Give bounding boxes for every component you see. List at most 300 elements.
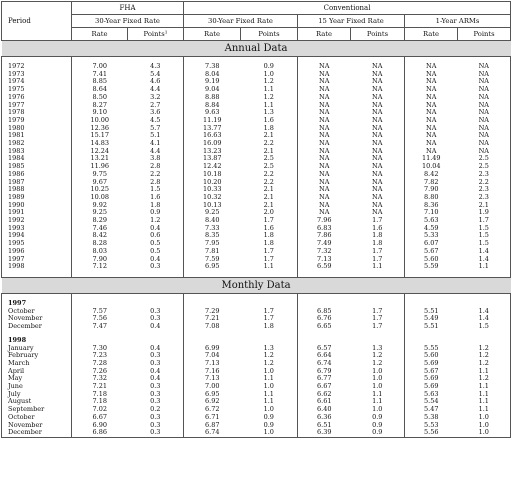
rate-cell: NA — [405, 94, 458, 102]
rate-cell: 9.25 — [72, 209, 128, 217]
table-row — [2, 429, 511, 437]
rate-cell: 5.56 — [405, 429, 458, 437]
annual-data-heading: Annual Data — [2, 41, 511, 57]
points-cell: 1.1 — [458, 398, 511, 406]
points-cell: 3.8 — [150, 154, 161, 163]
rate-cell: 6.87 — [184, 422, 241, 430]
year-label: 1998 — [2, 337, 72, 345]
points-cell: 1.1 — [458, 368, 511, 376]
rate-cell: 13.77 — [184, 125, 241, 133]
period-cell: 1991 — [2, 209, 72, 217]
rate-cell: 10.33 — [184, 186, 241, 194]
period-cell: 1984 — [2, 155, 72, 163]
points-cell: 1.7 — [263, 216, 274, 225]
rate-cell: 7.29 — [184, 308, 241, 316]
points-cell: 1.0 — [241, 429, 298, 437]
rate-cell: 6.61 — [298, 398, 351, 406]
rate-cell: 11.96 — [72, 163, 128, 171]
points-cell: 1.8 — [372, 231, 383, 240]
points-cell: 0.4 — [150, 374, 161, 383]
period-cell: 1983 — [2, 148, 72, 156]
points-cell: 1.2 — [458, 375, 511, 383]
points-cell: 1.4 — [458, 248, 511, 256]
rate-cell: 8.27 — [72, 102, 128, 110]
rate-cell: 11.19 — [184, 117, 241, 125]
rate-cell: 8.88 — [184, 94, 241, 102]
points-cell: 0.3 — [150, 314, 161, 323]
rate-cell: 5.51 — [405, 323, 458, 331]
points-cell: 1.2 — [458, 345, 511, 353]
fha-30yr-header: 30-Year Fixed Rate — [72, 15, 184, 28]
points-cell: 1.1 — [263, 85, 274, 94]
points-cell: 4.4 — [150, 85, 161, 94]
points-cell: 0.9 — [351, 429, 405, 437]
points-cell: 2.1 — [263, 131, 274, 140]
points-cell: NA — [372, 200, 383, 209]
points-cell: 2.5 — [263, 162, 274, 171]
rate-cell: 5.60 — [405, 256, 458, 264]
points-cell: 1.6 — [372, 223, 383, 232]
rate-cell: NA — [298, 78, 351, 86]
period-cell: 1974 — [2, 78, 72, 86]
rate-cell: 13.23 — [184, 148, 241, 156]
rate-cell: 6.74 — [298, 360, 351, 368]
points-cell: 1.2 — [263, 77, 274, 86]
period-cell: December — [2, 323, 72, 331]
points-cell: 0.9 — [150, 208, 161, 217]
points-cell: 2.2 — [263, 139, 274, 148]
rate-cell: NA — [405, 86, 458, 94]
rate-cell: 8.36 — [405, 202, 458, 210]
points-cell: 2.3 — [458, 186, 511, 194]
points-cell: NA — [458, 86, 511, 94]
rate-cell: 7.86 — [298, 232, 351, 240]
points-cell: NA — [372, 131, 383, 140]
period-cell: 1975 — [2, 86, 72, 94]
rate-cell: 6.86 — [72, 429, 128, 437]
rate-cell: 7.82 — [405, 179, 458, 187]
rate-cell: 7.12 — [72, 263, 128, 271]
points-cell: NA — [458, 71, 511, 79]
period-cell: 1995 — [2, 240, 72, 248]
rate-cell: 10.04 — [405, 163, 458, 171]
period-cell: 1990 — [2, 202, 72, 210]
points-cell: 1.8 — [372, 239, 383, 248]
rate-cell: 6.67 — [298, 383, 351, 391]
points-cell: 1.9 — [458, 209, 511, 217]
points-cell: 2.8 — [150, 177, 161, 186]
rate-cell: NA — [298, 102, 351, 110]
rate-cell: 6.71 — [184, 414, 241, 422]
points-cell: 5.4 — [150, 69, 161, 78]
rate-cell: 7.49 — [298, 240, 351, 248]
rate-cell: 5.51 — [405, 308, 458, 316]
rate-cell: 7.95 — [184, 240, 241, 248]
col-points-header: Points — [458, 28, 511, 41]
period-cell: 1978 — [2, 109, 72, 117]
points-cell: 4.1 — [150, 139, 161, 148]
rate-cell: 7.56 — [72, 315, 128, 323]
points-cell: 1.5 — [458, 225, 511, 233]
rate-cell: 7.18 — [72, 391, 128, 399]
points-cell: 1.5 — [458, 323, 511, 331]
points-cell: 1.0 — [372, 366, 383, 375]
points-cell: 3.2 — [150, 92, 161, 101]
period-cell: February — [2, 352, 72, 360]
rate-cell: NA — [405, 140, 458, 148]
rate-cell: NA — [298, 179, 351, 187]
rate-cell: 6.57 — [298, 345, 351, 353]
points-cell: 2.7 — [150, 100, 161, 109]
rate-cell: 5.60 — [405, 352, 458, 360]
points-cell: NA — [458, 102, 511, 110]
points-cell: 4.5 — [150, 115, 161, 124]
points-cell: 1.1 — [372, 397, 383, 406]
rate-cell: NA — [298, 171, 351, 179]
points-cell: 1.2 — [372, 351, 383, 360]
period-cell: 1972 — [2, 63, 72, 71]
rate-cell: NA — [405, 71, 458, 79]
points-cell: NA — [372, 208, 383, 217]
points-cell: 1.8 — [263, 239, 274, 248]
period-cell: January — [2, 345, 72, 353]
col-points-header: Points — [241, 28, 298, 41]
points-cell: NA — [458, 109, 511, 117]
table-row — [2, 263, 511, 271]
rate-cell: 5.63 — [405, 217, 458, 225]
rate-cell: 16.63 — [184, 132, 241, 140]
rate-cell: 5.38 — [405, 414, 458, 422]
points-cell: NA — [458, 94, 511, 102]
rate-cell: 6.85 — [298, 308, 351, 316]
rate-cell: 9.75 — [72, 171, 128, 179]
points-cell: NA — [458, 148, 511, 156]
period-cell: 1992 — [2, 217, 72, 225]
points-cell: NA — [458, 63, 511, 71]
points-cell: 1.3 — [263, 108, 274, 117]
rate-cell: NA — [405, 102, 458, 110]
period-cell: November — [2, 422, 72, 430]
points-cell: 1.7 — [372, 306, 383, 315]
points-cell: NA — [372, 92, 383, 101]
rate-cell: NA — [298, 125, 351, 133]
rate-cell: NA — [298, 132, 351, 140]
rate-cell: NA — [298, 86, 351, 94]
rate-cell: 7.08 — [184, 323, 241, 331]
rate-cell: 6.95 — [184, 263, 241, 271]
rate-cell: 8.35 — [184, 232, 241, 240]
table-row — [2, 323, 511, 331]
points-cell: 1.0 — [372, 382, 383, 391]
points-cell: NA — [372, 169, 383, 178]
rate-cell: 7.21 — [184, 315, 241, 323]
col-rate-header: Rate — [405, 28, 458, 41]
points-cell: 0.9 — [372, 420, 383, 429]
period-cell: 1988 — [2, 186, 72, 194]
points-cell: 2.0 — [263, 208, 274, 217]
rate-cell: 6.59 — [298, 263, 351, 271]
points-cell: 0.3 — [150, 389, 161, 398]
rate-cell: 5.54 — [405, 398, 458, 406]
rate-cell: 7.96 — [298, 217, 351, 225]
points-cell: 0.3 — [150, 412, 161, 421]
points-cell: 0.4 — [150, 322, 161, 331]
rate-cell: 6.64 — [298, 352, 351, 360]
points-cell: 1.1 — [263, 262, 274, 271]
period-cell: 1981 — [2, 132, 72, 140]
rate-cell: 9.04 — [184, 86, 241, 94]
points-cell: 1.2 — [263, 92, 274, 101]
points-cell: 2.1 — [458, 202, 511, 210]
points-cell: NA — [372, 100, 383, 109]
points-cell: NA — [372, 123, 383, 132]
points-cell: 0.9 — [372, 412, 383, 421]
rate-cell: 6.76 — [298, 315, 351, 323]
col-points-header: Points¹ — [128, 28, 184, 41]
rate-cell: 6.72 — [184, 406, 241, 414]
rate-cell: 7.90 — [405, 186, 458, 194]
rate-cell: 12.36 — [72, 125, 128, 133]
rate-cell: 4.59 — [405, 225, 458, 233]
rate-cell: 7.18 — [72, 398, 128, 406]
points-cell: NA — [372, 77, 383, 86]
rate-cell: 6.40 — [298, 406, 351, 414]
rate-cell: 6.99 — [184, 345, 241, 353]
conv-30yr-header: 30-Year Fixed Rate — [184, 15, 298, 28]
rate-cell: 7.32 — [298, 248, 351, 256]
rate-cell: 9.19 — [184, 78, 241, 86]
rate-cell: 8.28 — [72, 240, 128, 248]
col-points-header: Points — [351, 28, 405, 41]
rate-cell: NA — [298, 186, 351, 194]
points-cell: 2.1 — [263, 192, 274, 201]
rate-cell: 6.36 — [298, 414, 351, 422]
rate-cell: NA — [405, 63, 458, 71]
rate-cell: 8.42 — [72, 232, 128, 240]
rate-cell: 6.51 — [298, 422, 351, 430]
rate-cell: 14.83 — [72, 140, 128, 148]
rate-cell: 7.13 — [184, 360, 241, 368]
points-cell: 0.4 — [150, 366, 161, 375]
rate-cell: NA — [298, 209, 351, 217]
points-cell: 1.2 — [458, 360, 511, 368]
points-cell: 1.1 — [263, 397, 274, 406]
points-cell: NA — [372, 162, 383, 171]
period-cell: April — [2, 368, 72, 376]
points-cell: 1.0 — [458, 414, 511, 422]
points-cell: 1.7 — [263, 254, 274, 263]
rate-cell: 7.00 — [184, 383, 241, 391]
points-cell: 0.5 — [150, 246, 161, 255]
points-cell: 1.0 — [458, 422, 511, 430]
period-cell: 1973 — [2, 71, 72, 79]
points-cell: 1.4 — [458, 256, 511, 264]
points-cell: 0.4 — [150, 254, 161, 263]
points-cell: 1.0 — [263, 382, 274, 391]
rate-cell: 8.80 — [405, 194, 458, 202]
points-cell: 1.0 — [263, 405, 274, 414]
points-cell: 1.1 — [458, 383, 511, 391]
rate-cell: 8.64 — [72, 86, 128, 94]
points-cell: 1.7 — [372, 216, 383, 225]
points-cell: 1.7 — [263, 306, 274, 315]
points-cell: 1.5 — [458, 232, 511, 240]
points-cell: 2.2 — [263, 169, 274, 178]
rate-cell: 9.92 — [72, 202, 128, 210]
points-cell: 1.4 — [458, 308, 511, 316]
rate-cell: 9.63 — [184, 109, 241, 117]
rate-cell: 5.69 — [405, 360, 458, 368]
rate-cell: 7.59 — [184, 256, 241, 264]
points-cell: 1.3 — [372, 343, 383, 352]
rate-cell: 7.13 — [298, 256, 351, 264]
rate-cell: 7.02 — [72, 406, 128, 414]
points-cell: 0.3 — [128, 429, 184, 437]
fha-header: FHA — [72, 2, 184, 15]
monthly-data-heading: Monthly Data — [2, 277, 511, 293]
rate-cell: 5.53 — [405, 422, 458, 430]
rate-cell: 7.47 — [72, 323, 128, 331]
rate-cell: 6.65 — [298, 323, 351, 331]
points-cell: 1.1 — [263, 374, 274, 383]
rate-cell: 7.57 — [72, 308, 128, 316]
points-cell: 1.1 — [263, 100, 274, 109]
points-cell: 5.7 — [150, 123, 161, 132]
points-cell: 2.1 — [263, 185, 274, 194]
period-cell: October — [2, 414, 72, 422]
rate-cell: NA — [405, 148, 458, 156]
mortgage-rate-table — [1, 1, 511, 438]
rate-cell: 10.00 — [72, 117, 128, 125]
rate-cell: NA — [405, 125, 458, 133]
points-cell: 1.6 — [263, 223, 274, 232]
points-cell: NA — [458, 125, 511, 133]
points-cell: 1.5 — [458, 240, 511, 248]
points-cell: 2.5 — [458, 163, 511, 171]
points-cell: 2.5 — [458, 155, 511, 163]
points-cell: 1.8 — [263, 322, 274, 331]
points-cell: 0.3 — [150, 351, 161, 360]
rate-cell: 5.67 — [405, 368, 458, 376]
points-cell: 2.8 — [150, 162, 161, 171]
col-rate-header: Rate — [72, 28, 128, 41]
rate-cell: 8.42 — [405, 171, 458, 179]
rate-cell: 7.21 — [72, 383, 128, 391]
rate-cell: 7.90 — [72, 256, 128, 264]
rate-cell: 7.28 — [72, 360, 128, 368]
rate-cell: 13.21 — [72, 155, 128, 163]
points-cell: 4.6 — [150, 77, 161, 86]
points-cell: NA — [372, 62, 383, 70]
rate-cell: 5.33 — [405, 232, 458, 240]
rate-cell: 7.33 — [184, 225, 241, 233]
rate-cell: NA — [298, 94, 351, 102]
rate-cell: 10.18 — [184, 171, 241, 179]
points-cell: 1.7 — [263, 314, 274, 323]
rate-cell: 7.32 — [72, 375, 128, 383]
rate-cell: 7.38 — [184, 63, 241, 71]
rate-cell: 10.20 — [184, 179, 241, 187]
points-cell: NA — [372, 192, 383, 201]
points-cell: 2.2 — [458, 179, 511, 187]
period-cell: May — [2, 375, 72, 383]
points-cell: 1.7 — [263, 246, 274, 255]
period-cell: 1993 — [2, 225, 72, 233]
rate-cell: 10.25 — [72, 186, 128, 194]
rate-cell: 8.04 — [184, 71, 241, 79]
points-cell: 0.9 — [263, 412, 274, 421]
period-cell: September — [2, 406, 72, 414]
points-cell: 2.1 — [263, 146, 274, 155]
points-cell: 4.3 — [150, 62, 161, 70]
rate-cell: NA — [298, 109, 351, 117]
rate-cell: 8.03 — [72, 248, 128, 256]
col-rate-header: Rate — [298, 28, 351, 41]
rate-cell: 10.08 — [72, 194, 128, 202]
rate-cell: NA — [298, 163, 351, 171]
period-cell: August — [2, 398, 72, 406]
points-cell: 5.1 — [150, 131, 161, 140]
points-cell: 1.1 — [458, 406, 511, 414]
rate-cell: 9.67 — [72, 179, 128, 187]
points-cell: 1.5 — [150, 185, 161, 194]
points-cell: 0.9 — [263, 62, 274, 70]
points-cell: 1.6 — [263, 115, 274, 124]
period-cell: December — [2, 429, 72, 437]
rate-cell: 5.59 — [405, 263, 458, 271]
rate-cell: 8.29 — [72, 217, 128, 225]
points-cell: 2.3 — [458, 171, 511, 179]
period-cell: 1979 — [2, 117, 72, 125]
points-cell: 1.0 — [458, 429, 511, 437]
rate-cell: NA — [298, 155, 351, 163]
rate-cell: 6.95 — [184, 391, 241, 399]
mortgage-rate-table-page — [1, 1, 510, 496]
conv-15yr-header: 15 Year Fixed Rate — [298, 15, 405, 28]
rate-cell: NA — [298, 140, 351, 148]
points-cell: 1.7 — [458, 217, 511, 225]
rate-cell: 6.83 — [298, 225, 351, 233]
period-cell: October — [2, 308, 72, 316]
points-cell: 1.1 — [372, 262, 383, 271]
points-cell: 1.0 — [263, 69, 274, 78]
points-cell: NA — [372, 185, 383, 194]
period-cell: March — [2, 360, 72, 368]
period-cell: 1987 — [2, 179, 72, 187]
points-cell: NA — [372, 139, 383, 148]
rate-cell: 6.90 — [72, 422, 128, 430]
points-cell: 2.2 — [150, 169, 161, 178]
points-cell: 0.9 — [263, 420, 274, 429]
rate-cell: 6.77 — [298, 375, 351, 383]
rate-cell: NA — [298, 63, 351, 71]
rate-cell: NA — [405, 117, 458, 125]
period-cell: 1997 — [2, 256, 72, 264]
points-cell: NA — [372, 177, 383, 186]
rate-cell: 7.23 — [72, 352, 128, 360]
points-cell: 0.4 — [150, 223, 161, 232]
rate-cell: NA — [298, 117, 351, 125]
points-cell: NA — [372, 85, 383, 94]
rate-cell: 11.49 — [405, 155, 458, 163]
points-cell: 0.2 — [150, 405, 161, 414]
points-cell: 1.4 — [458, 315, 511, 323]
rate-cell: NA — [405, 109, 458, 117]
points-cell: NA — [372, 115, 383, 124]
points-cell: NA — [458, 78, 511, 86]
period-cell: 1996 — [2, 248, 72, 256]
rate-cell: 10.13 — [184, 202, 241, 210]
